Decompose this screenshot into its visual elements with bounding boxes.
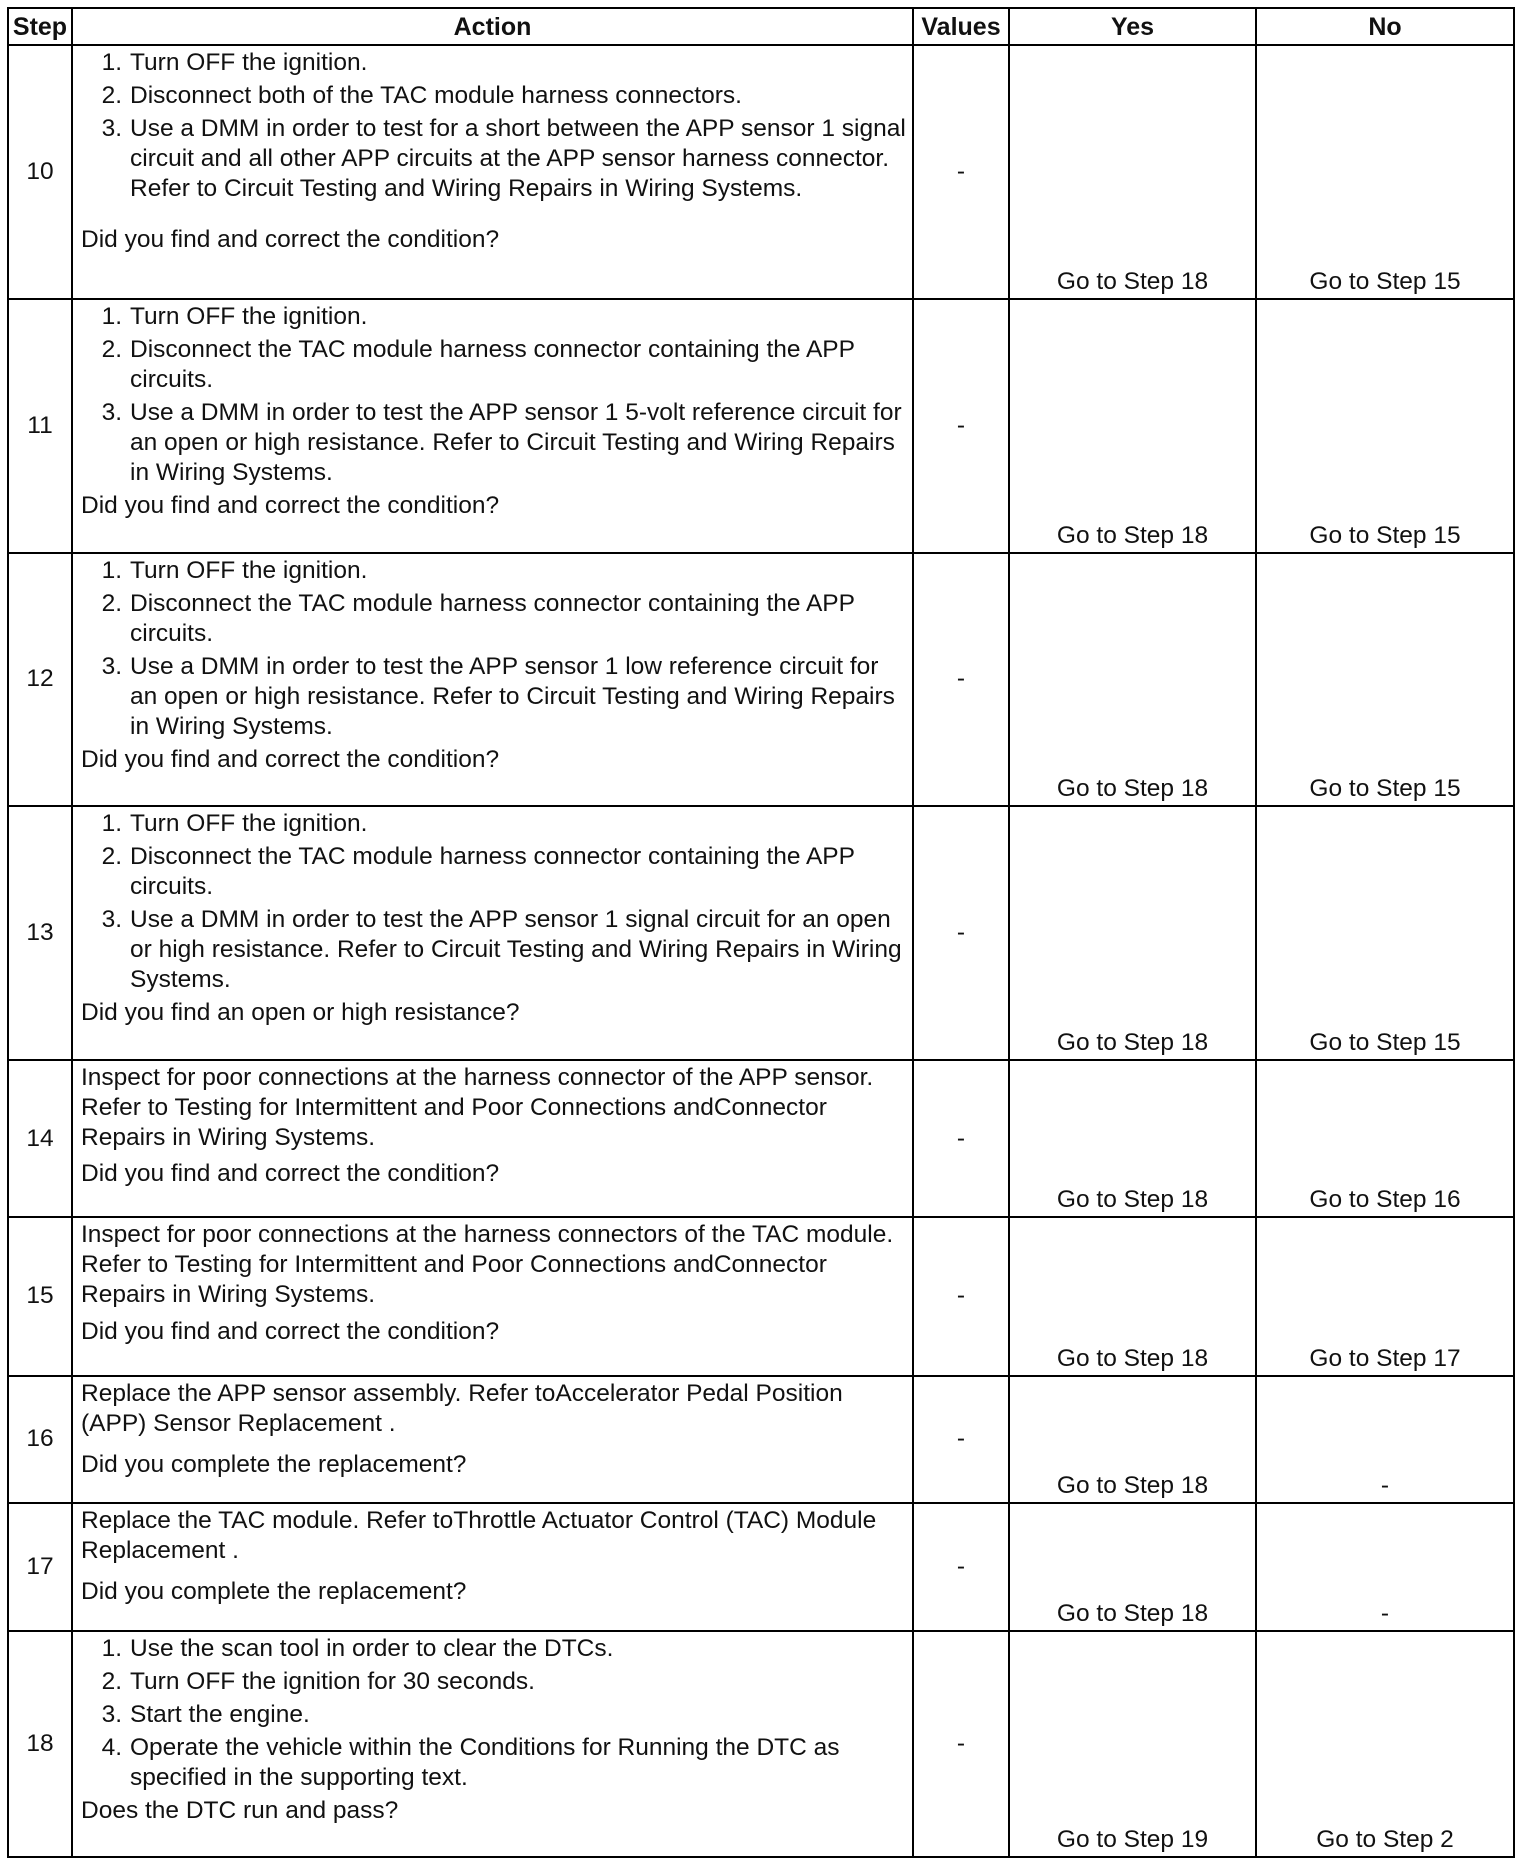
action-step-number: 2. <box>101 1667 122 1695</box>
yes-result: Go to Step 18 <box>1009 299 1256 553</box>
action-content <box>81 1634 910 1824</box>
action-step-number: 2. <box>101 82 122 109</box>
action-step-number: 3. <box>101 906 122 934</box>
no-result: Go to Step 2 <box>1256 1631 1514 1857</box>
action-step-text: Disconnect the TAC module harness connector containing the APP circuits. <box>130 843 855 901</box>
table-row <box>8 45 1514 299</box>
yes-result: Go to Step 19 <box>1009 1631 1256 1857</box>
step-number: 15 <box>8 1217 72 1375</box>
action-step-number: 2. <box>101 589 122 617</box>
action-step-number: 1. <box>101 556 122 584</box>
values-cell: - <box>913 1060 1009 1217</box>
step-number: 16 <box>8 1376 72 1503</box>
action-step <box>81 335 910 395</box>
action-step <box>81 81 910 111</box>
action-body <box>81 48 910 225</box>
action-content <box>81 1063 910 1189</box>
action-question: Did you find and correct the condition? <box>81 1160 500 1187</box>
step-number: 13 <box>8 806 72 1060</box>
header-step: Step <box>8 8 72 45</box>
action-step-text: Disconnect the TAC module harness connector containing the APP circuits. <box>130 589 855 647</box>
action-body <box>81 1063 910 1159</box>
table-row <box>8 553 1514 807</box>
table-row <box>8 1217 1514 1375</box>
header-values: Values <box>913 8 1009 45</box>
no-result: Go to Step 15 <box>1256 806 1514 1060</box>
action-question: Did you find an open or high resistance? <box>81 999 520 1027</box>
action-text: Inspect for poor connections at the harness connector of the APP sensor. Refer to Testing for Intermittent and Poor Connections andConnector Repairs in Wiring Systems. <box>81 1064 874 1151</box>
no-result: Go to Step 15 <box>1256 553 1514 807</box>
yes-result: Go to Step 18 <box>1009 1376 1256 1503</box>
action-question: Did you find and correct the condition? <box>81 745 500 773</box>
step-number: 14 <box>8 1060 72 1217</box>
values-cell: - <box>913 806 1009 1060</box>
action-body <box>81 1634 910 1796</box>
action-step-text: Disconnect the TAC module harness connector containing the APP circuits. <box>130 335 855 393</box>
action-step-list <box>81 1634 910 1793</box>
header-yes: Yes <box>1009 8 1256 45</box>
action-step-text: Use the scan tool in order to clear the DTCs. <box>130 1634 614 1662</box>
action-cell <box>72 299 913 553</box>
action-text: Inspect for poor connections at the harness connectors of the TAC module. Refer to Testing for Intermittent and Poor Connections andConnector Repairs in Wiring Systems. <box>81 1221 894 1309</box>
step-number: 11 <box>8 299 72 553</box>
action-question: Does the DTC run and pass? <box>81 1796 399 1824</box>
action-step <box>81 1667 910 1697</box>
values-cell: - <box>913 1631 1009 1857</box>
action-step <box>81 302 910 332</box>
action-body <box>81 809 910 998</box>
step-number: 17 <box>8 1503 72 1630</box>
action-question: Did you complete the replacement? <box>81 1578 467 1606</box>
action-step <box>81 398 910 488</box>
action-step-number: 3. <box>101 652 122 680</box>
yes-result: Go to Step 18 <box>1009 553 1256 807</box>
action-body <box>81 556 910 745</box>
action-step-text: Turn OFF the ignition. <box>130 49 368 76</box>
step-number: 10 <box>8 45 72 299</box>
action-content <box>81 1379 910 1480</box>
action-cell <box>72 806 913 1060</box>
action-cell <box>72 553 913 807</box>
values-cell: - <box>913 1503 1009 1630</box>
action-cell <box>72 1631 913 1857</box>
action-step-list <box>81 809 910 995</box>
step-number: 18 <box>8 1631 72 1857</box>
yes-result: Go to Step 18 <box>1009 1060 1256 1217</box>
values-cell: - <box>913 1376 1009 1503</box>
action-step <box>81 905 910 995</box>
action-question: Did you find and correct the condition? <box>81 1318 500 1346</box>
action-content <box>81 302 910 519</box>
action-step-text: Use a DMM in order to test the APP sensor 1 5-volt reference circuit for an open or high resistance. Refer to Circuit Testing and Wiring Repairs in Wiring Systems. <box>130 398 902 486</box>
action-step-number: 3. <box>101 398 122 426</box>
action-cell <box>72 1503 913 1630</box>
action-cell <box>72 45 913 299</box>
table-row <box>8 1503 1514 1630</box>
action-step-text: Use a DMM in order to test the APP sensor 1 low reference circuit for an open or high resistance. Refer to Circuit Testing and Wiring Repairs in Wiring Systems. <box>130 652 895 740</box>
action-step-text: Use a DMM in order to test the APP sensor 1 signal circuit for an open or high resistance. Refer to Circuit Testing and Wiring Repairs in Wiring Systems. <box>130 906 902 994</box>
action-step <box>81 842 910 902</box>
action-content <box>81 556 910 773</box>
action-step-number: 2. <box>101 843 122 871</box>
table-row <box>8 1060 1514 1217</box>
table-row <box>8 1376 1514 1503</box>
no-result: Go to Step 16 <box>1256 1060 1514 1217</box>
action-content <box>81 809 910 1027</box>
yes-result: Go to Step 18 <box>1009 1217 1256 1375</box>
action-body <box>81 302 910 491</box>
action-step-list <box>81 302 910 488</box>
action-step-number: 1. <box>101 1634 122 1662</box>
step-number: 12 <box>8 553 72 807</box>
action-cell <box>72 1217 913 1375</box>
action-cell <box>72 1060 913 1217</box>
action-step-text: Turn OFF the ignition for 30 seconds. <box>130 1667 535 1695</box>
no-result: - <box>1256 1503 1514 1630</box>
action-step-list <box>81 48 910 204</box>
header-action: Action <box>72 8 913 45</box>
action-step-number: 3. <box>101 115 122 142</box>
values-cell: - <box>913 553 1009 807</box>
action-step-text: Operate the vehicle within the Conditions for Running the DTC as specified in the supporting text. <box>130 1733 840 1791</box>
no-result: Go to Step 17 <box>1256 1217 1514 1375</box>
values-cell: - <box>913 299 1009 553</box>
action-question: Did you find and correct the condition? <box>81 491 500 519</box>
diagnostic-table <box>7 7 1515 1858</box>
action-question: Did you complete the replacement? <box>81 1450 467 1478</box>
action-step <box>81 589 910 649</box>
action-step-number: 3. <box>101 1700 122 1728</box>
action-step <box>81 1634 910 1664</box>
action-step-text: Disconnect both of the TAC module harness connectors. <box>130 82 742 109</box>
yes-result: Go to Step 18 <box>1009 1503 1256 1630</box>
action-content <box>81 1220 910 1347</box>
action-step <box>81 652 910 742</box>
values-cell: - <box>913 1217 1009 1375</box>
action-step-number: 1. <box>101 302 122 330</box>
yes-result: Go to Step 18 <box>1009 806 1256 1060</box>
values-cell: - <box>913 45 1009 299</box>
action-step-list <box>81 556 910 742</box>
action-step <box>81 114 910 204</box>
action-step-text: Turn OFF the ignition. <box>130 302 368 330</box>
action-step <box>81 809 910 839</box>
action-step-text: Turn OFF the ignition. <box>130 556 368 584</box>
action-body <box>81 1379 910 1450</box>
action-step-number: 1. <box>101 49 122 76</box>
action-step <box>81 48 910 78</box>
action-step-number: 4. <box>101 1733 122 1761</box>
yes-result: Go to Step 18 <box>1009 45 1256 299</box>
action-question: Did you find and correct the condition? <box>81 226 500 253</box>
action-step <box>81 1700 910 1730</box>
action-cell <box>72 1376 913 1503</box>
action-step <box>81 1733 910 1793</box>
action-body <box>81 1506 910 1577</box>
action-step-number: 1. <box>101 810 122 838</box>
header-no: No <box>1256 8 1514 45</box>
header-row <box>8 8 1514 45</box>
action-step-text: Use a DMM in order to test for a short between the APP sensor 1 signal circuit and all other APP circuits at the APP sensor harness connector. Refer to Circuit Testing and Wiring Repairs in Wiring Systems. <box>130 115 906 202</box>
action-text: Replace the TAC module. Refer toThrottle Actuator Control (TAC) Module Replacement . <box>81 1507 877 1565</box>
action-content <box>81 48 910 255</box>
action-step <box>81 556 910 586</box>
action-content <box>81 1506 910 1607</box>
action-step-text: Turn OFF the ignition. <box>130 810 368 838</box>
no-result: Go to Step 15 <box>1256 299 1514 553</box>
table-row <box>8 299 1514 553</box>
no-result: Go to Step 15 <box>1256 45 1514 299</box>
action-step-number: 2. <box>101 335 122 363</box>
action-text: Replace the APP sensor assembly. Refer toAccelerator Pedal Position (APP) Sensor Replacement . <box>81 1379 843 1437</box>
no-result: - <box>1256 1376 1514 1503</box>
table-row <box>8 1631 1514 1857</box>
action-body <box>81 1220 910 1317</box>
action-step-text: Start the engine. <box>130 1700 310 1728</box>
table-row <box>8 806 1514 1060</box>
